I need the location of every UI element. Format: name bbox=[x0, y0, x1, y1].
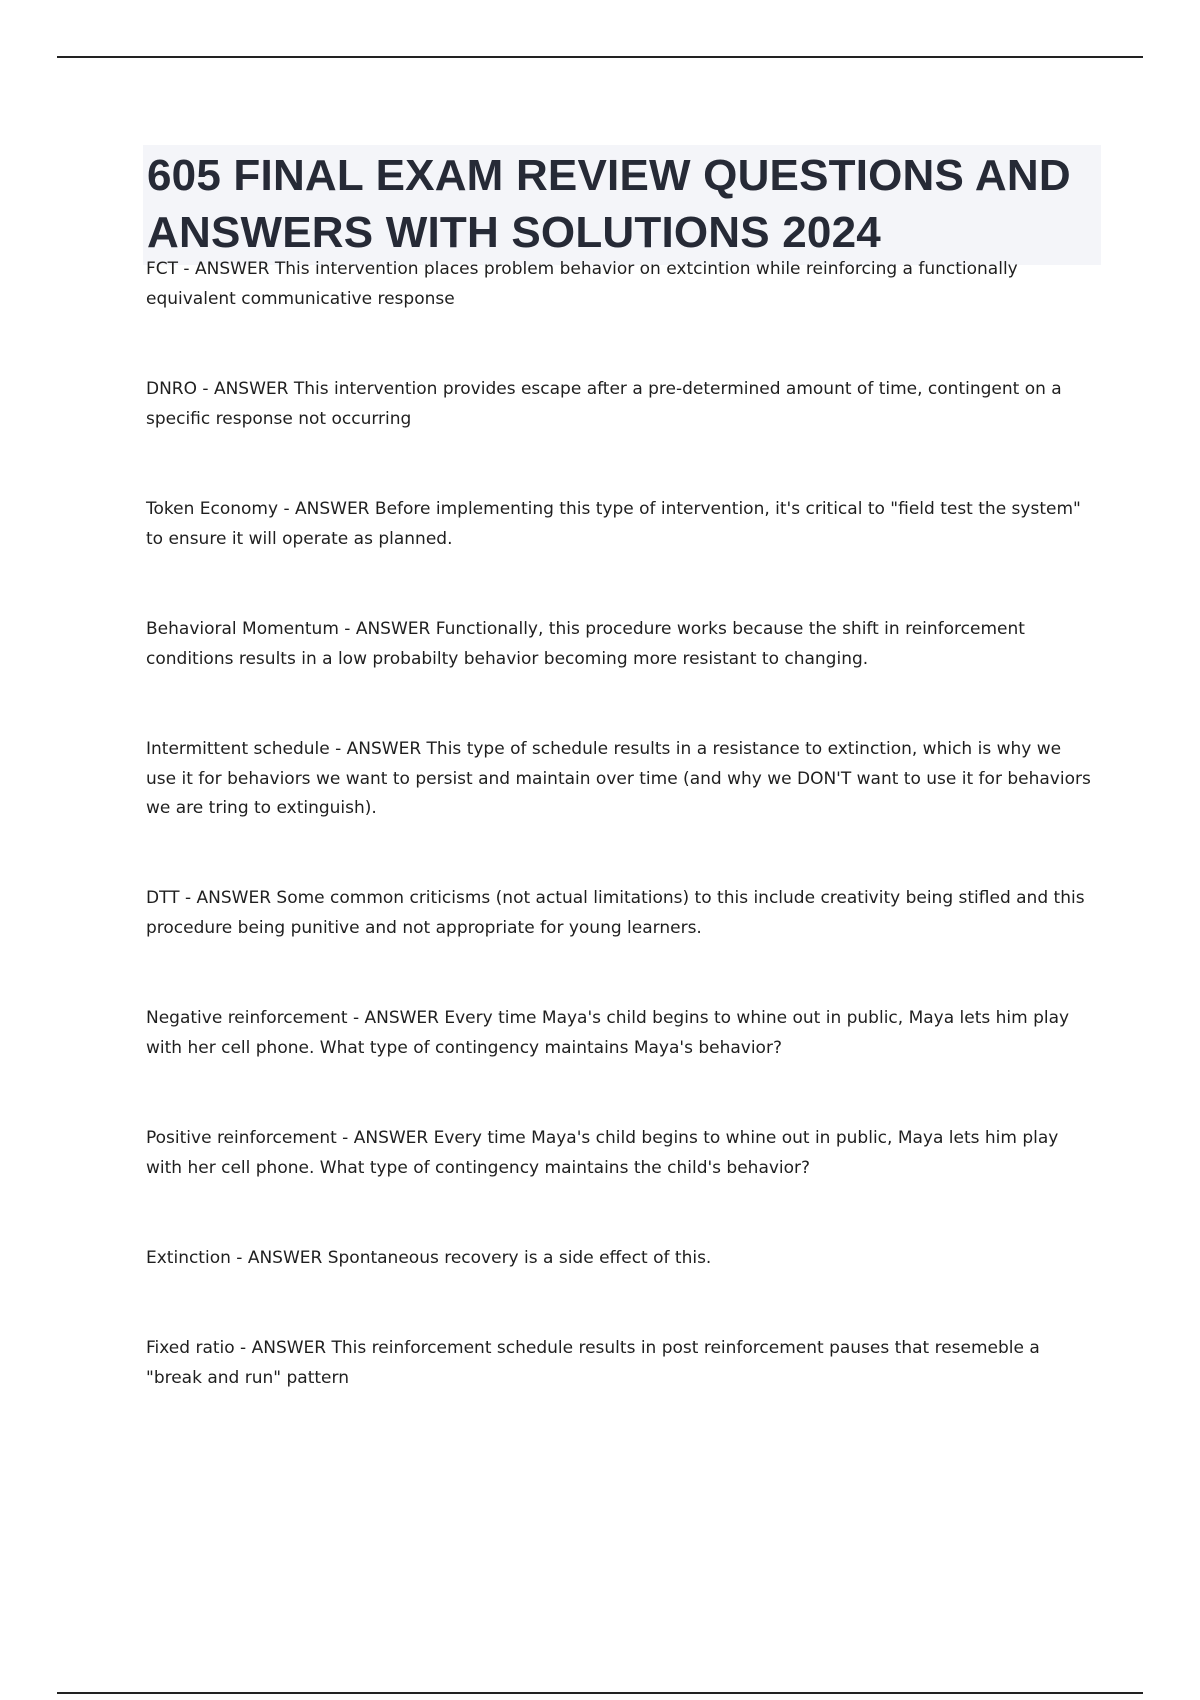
qa-entry-fct: FCT - ANSWER This intervention places problem behavior on extcintion while reinforcing a functionally equivalent communicative response bbox=[146, 259, 1018, 309]
qa-entry-positive-reinforcement: Positive reinforcement - ANSWER Every time Maya's child begins to whine out in public, Maya lets him play with her cell phone. What type of contingency maintains the child's behavior? bbox=[146, 1128, 1059, 1178]
qa-entry-token-economy: Token Economy - ANSWER Before implementing this type of intervention, it's critical to "field test the system" to ensure it will operate as planned. bbox=[146, 499, 1081, 549]
qa-entry-behavioral-momentum: Behavioral Momentum - ANSWER Functionally, this procedure works because the shift in reinforcement conditions results in a low probabilty behavior becoming more resistant to changing. bbox=[146, 619, 1025, 669]
qa-entry-dtt: DTT - ANSWER Some common criticisms (not actual limitations) to this include creativity being stifled and this procedure being punitive and not appropriate for young learners. bbox=[146, 888, 1085, 938]
qa-entry-dnro: DNRO - ANSWER This intervention provides escape after a pre-determined amount of time, contingent on a specific response not occurring bbox=[146, 379, 1062, 429]
document-title: 605 FINAL EXAM REVIEW QUESTIONS AND ANSWERS WITH SOLUTIONS 2024 bbox=[143, 145, 1101, 265]
bottom-rule bbox=[57, 1692, 1143, 1694]
qa-entry-fixed-ratio: Fixed ratio - ANSWER This reinforcement schedule results in post reinforcement pauses that resemeble a "break and run" pattern bbox=[146, 1338, 1040, 1388]
qa-entry-intermittent-schedule: Intermittent schedule - ANSWER This type of schedule results in a resistance to extinction, which is why we use it for behaviors we want to persist and maintain over time (and why we DON'T want to use it for behaviors we are tring to extinguish). bbox=[146, 739, 1091, 818]
qa-entry-extinction: Extinction - ANSWER Spontaneous recovery is a side effect of this. bbox=[146, 1248, 712, 1268]
qa-entry-negative-reinforcement: Negative reinforcement - ANSWER Every time Maya's child begins to whine out in public, Maya lets him play with her cell phone. What type of contingency maintains Maya's behavior? bbox=[146, 1008, 1070, 1058]
top-rule bbox=[57, 56, 1143, 58]
